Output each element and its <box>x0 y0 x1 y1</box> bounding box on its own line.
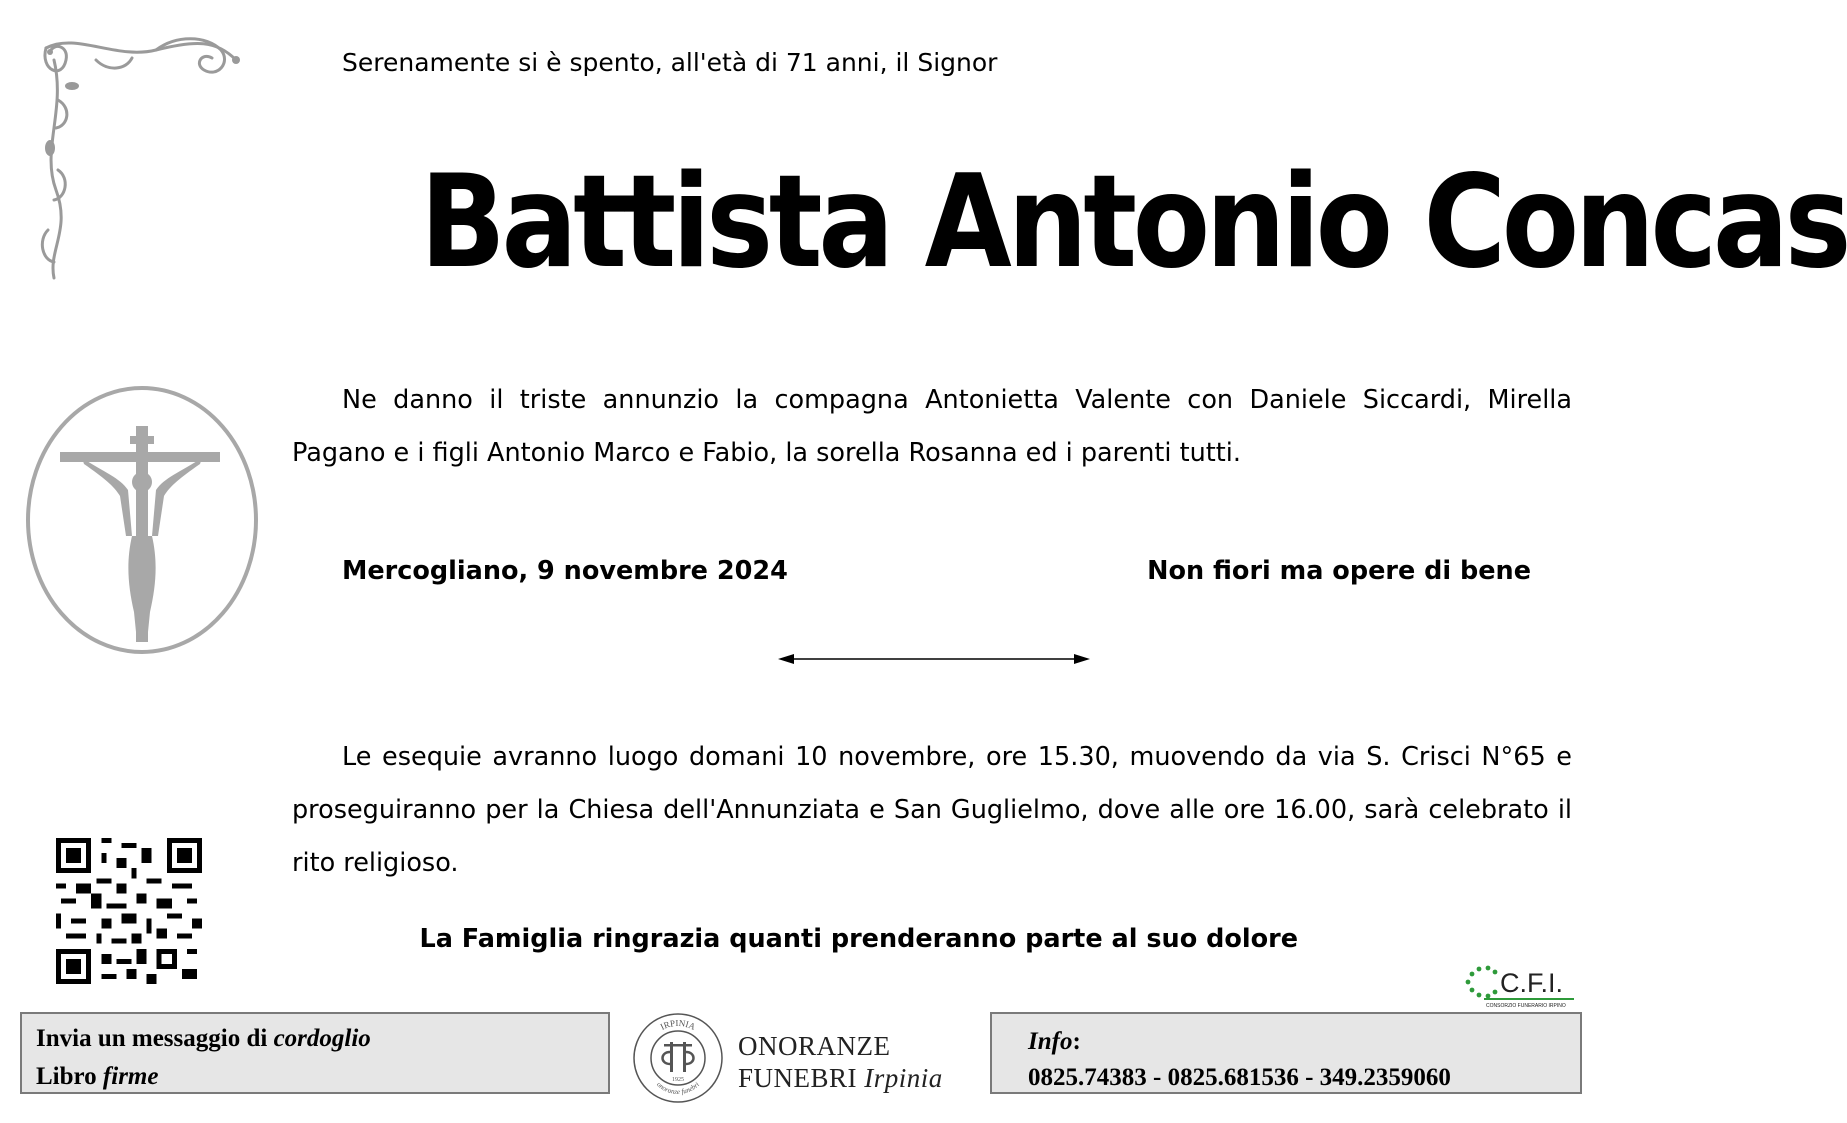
no-flowers-note: Non fiori ma opere di bene <box>1147 556 1531 586</box>
seal-bottom-text: onoranze funebri <box>655 1080 701 1097</box>
guestbook-label: Libro <box>36 1063 103 1090</box>
seal-year: 1925 <box>672 1077 684 1083</box>
condolence-label: Invia un messaggio di <box>36 1025 274 1052</box>
funeral-details-paragraph: Le esequie avranno luogo domani 10 novembre, ore 15.30, muovendo da via S. Crisci N°65 e proseguiranno per la Chiesa dell'Annunziata e San Guglielmo, dove alle ore 16.00, sarà celebrato il rito religioso. <box>292 742 1572 878</box>
guestbook-link[interactable] <box>36 1058 594 1096</box>
family-thanks: La Famiglia ringrazia quanti prenderanno parte al suo dolore <box>419 924 1298 954</box>
condolence-link[interactable] <box>36 1020 594 1058</box>
seal-top-text: IRPINIA <box>658 1017 698 1032</box>
guestbook-label-italic: firme <box>102 1063 159 1090</box>
info-box <box>990 1012 1582 1094</box>
corner-ornament <box>36 30 241 285</box>
condolence-label-italic: cordoglio <box>273 1025 371 1052</box>
deceased-name: Battista Antonio Concas <box>420 148 1847 297</box>
info-phones[interactable]: 0825.74383 - 0825.681536 - 349.2359060 <box>1028 1064 1451 1091</box>
place-date: Mercogliano, 9 novembre 2024 <box>342 556 788 586</box>
info-label: Info <box>1028 1028 1073 1055</box>
funeral-home-seal-logo <box>632 1012 724 1104</box>
crucifix-icon <box>24 386 260 658</box>
funeral-home-line1: ONORANZE <box>738 1031 891 1061</box>
intro-text: Serenamente si è spento, all'età di 71 anni, il Signor <box>342 48 998 77</box>
double-arrow-divider <box>778 650 1090 668</box>
condolence-box[interactable] <box>20 1012 610 1094</box>
funeral-home-name <box>738 1030 943 1094</box>
info-label-line: Info: <box>1028 1028 1081 1055</box>
cfi-logo-subtext: CONSORZIO FUNERARIO IRPINO <box>1486 1003 1566 1009</box>
cfi-logo-text: C.F.I. <box>1500 968 1564 998</box>
cfi-logo <box>1464 960 1576 1010</box>
funeral-home-line2-prefix: FUNEBRI <box>738 1063 865 1093</box>
qr-code[interactable] <box>56 838 202 984</box>
svg-text:IRPINIA <box>659 1018 698 1032</box>
funeral-home-line2-italic: Irpinia <box>864 1063 943 1093</box>
funeral-home-line2 <box>738 1062 943 1094</box>
announcement-paragraph: Ne danno il triste annunzio la compagna Antonietta Valente con Daniele Siccardi, Mirella Pagano e i figli Antonio Marco e Fabio, la sorella Rosanna ed i parenti tutti. <box>292 385 1572 468</box>
